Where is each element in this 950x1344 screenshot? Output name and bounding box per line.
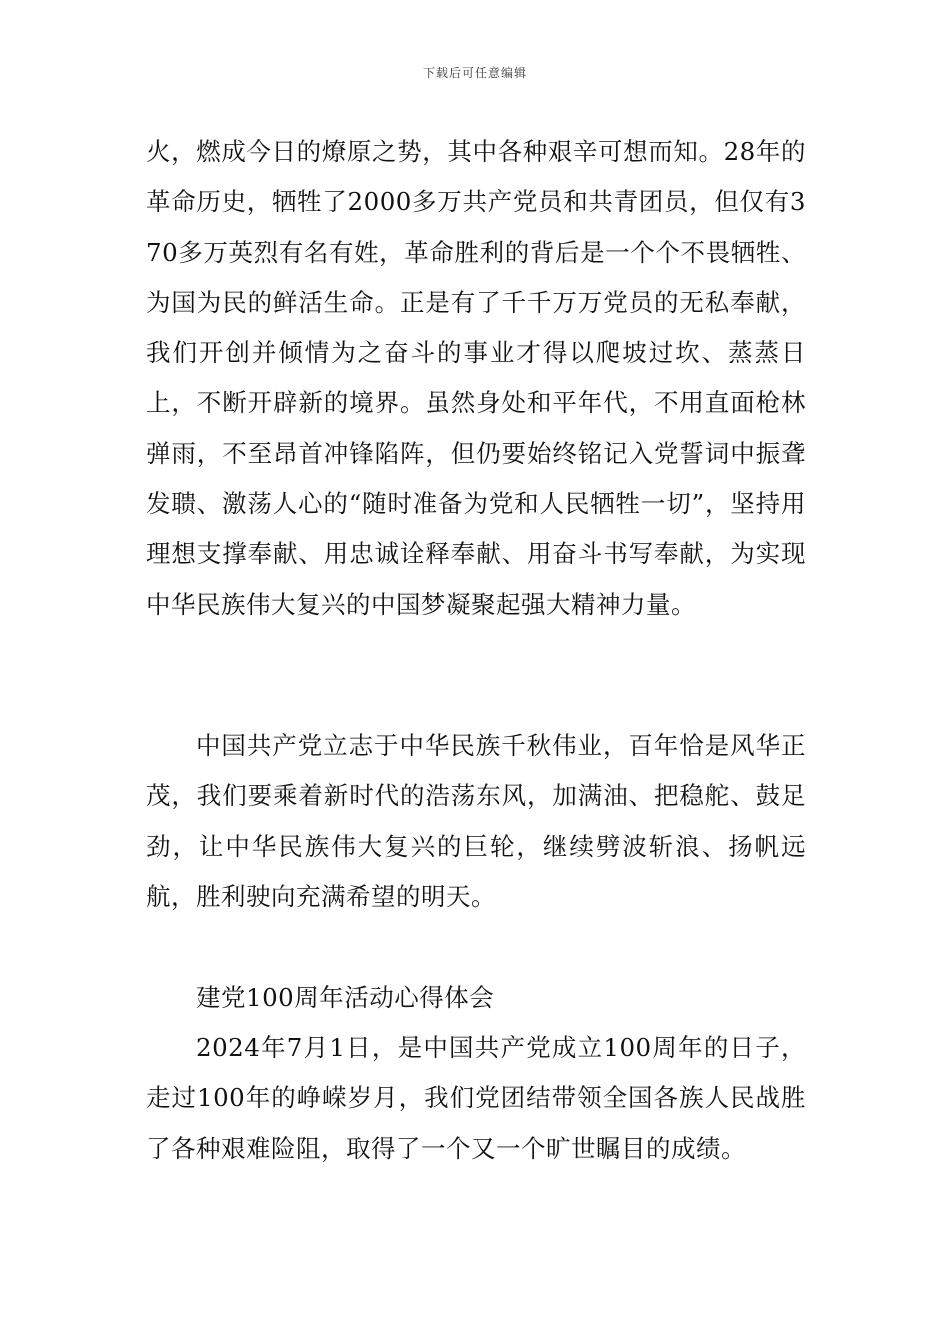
header-note: 下载后可任意编辑 [422,66,527,80]
body-paragraph-2: 中国共产党立志于中华民族千秋伟业，百年恰是风华正茂，我们要乘着新时代的浩荡东风，加满油、把稳舵、鼓足劲，让中华民族伟大复兴的巨轮，继续劈波斩浪、扬帆远航，胜利驶向充满希望的明天。 [146,731,806,911]
body-paragraph-1: 火，燃成今日的燎原之势，其中各种艰辛可想而知。28年的革命历史，牺牲了2000多万共产党员和共青团员，但仅有370多万英烈有名有姓，革命胜利的背后是一个个不畏牺牲、为国为民的鲜活生命。正是有了千千万万党员的无私奉献，我们开创并倾情为之奋斗的事业才得以爬坡过坎、蒸蒸日上，不断开辟新的境界。虽然身处和平年代，不用直面枪林弹雨，不至昂首冲锋陷阵，但仍要始终铭记入党誓词中振聋发聩、激荡人心的“随时准备为党和人民牺牲一切”，坚持用理想支撑奉献、用忠诚诠释奉献、用奋斗书写奉献，为实现中华民族伟大复兴的中国梦凝聚起强大精神力量。 [146,137,806,619]
section-heading: 建党100周年活动心得体会 [196,983,495,1012]
body-paragraph-3: 2024年7月1日，是中国共产党成立100周年的日子，走过100年的峥嵘岁月，我们党团结带领全国各族人民战胜了各种艰难险阻，取得了一个又一个旷世瞩目的成绩。 [146,1033,806,1163]
